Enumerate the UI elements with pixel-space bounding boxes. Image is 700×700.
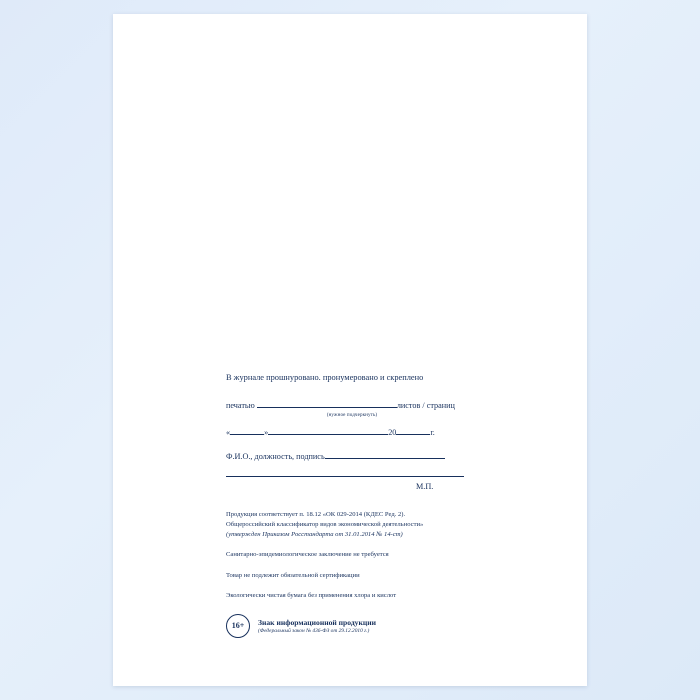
- signature-label: Ф.И.О., должность, подпись: [226, 452, 325, 462]
- signature-second-line[interactable]: [226, 465, 464, 477]
- year-prefix: 20: [388, 428, 397, 438]
- compliance-line-2: Общероссийский классификатор видов экономической деятельности»: [226, 521, 424, 529]
- ecology-note: Экологически чистая бумага без применения хлора и кислот: [226, 592, 397, 600]
- document-content: [226, 372, 526, 638]
- certification-block: [226, 372, 526, 491]
- date-quote-close: »: [264, 428, 269, 438]
- signature-field[interactable]: [325, 451, 445, 459]
- day-field[interactable]: [230, 427, 264, 435]
- stamp-place-label: М.П.: [416, 482, 434, 492]
- date-row: [226, 427, 526, 438]
- year-suffix: г.: [430, 428, 435, 438]
- info-mark-law: (Федеральный закон № 436-ФЗ от 29.12.2010 г.): [258, 627, 370, 634]
- compliance-block: [226, 510, 526, 637]
- info-mark-text: [258, 618, 376, 634]
- info-mark-title: Знак информационной продукции: [258, 617, 376, 627]
- sanitary-note: Санитарно-эпидемиологическое заключение не требуется: [226, 551, 389, 559]
- underline-hint: (нужное подчеркнуть): [326, 412, 378, 419]
- compliance-line-3: (утвержден Приказом Росстандарта от 31.01.2014 № 14-ст): [226, 530, 403, 538]
- info-mark-row: [226, 614, 526, 638]
- compliance-line-1: Продукция соответствует п. 18.12 «ОК 029-2014 (КДЕС Ред. 2).: [226, 511, 406, 519]
- sheets-label: листов / страниц: [396, 401, 455, 411]
- certification-intro: В журнале прошнуровано. пронумеровано и скреплено: [226, 373, 424, 382]
- age-rating-icon: 16+: [226, 614, 250, 638]
- year-field[interactable]: [396, 427, 430, 435]
- seal-row: [226, 395, 526, 418]
- signature-row: [226, 451, 526, 462]
- date-quote-open: «: [226, 428, 231, 438]
- seal-fill-field[interactable]: [257, 400, 397, 408]
- document-page: [113, 14, 587, 686]
- certification-note: Товар не подлежит обязательной сертификации: [226, 571, 360, 579]
- seal-label: печатью: [226, 401, 255, 411]
- month-field[interactable]: [268, 427, 388, 435]
